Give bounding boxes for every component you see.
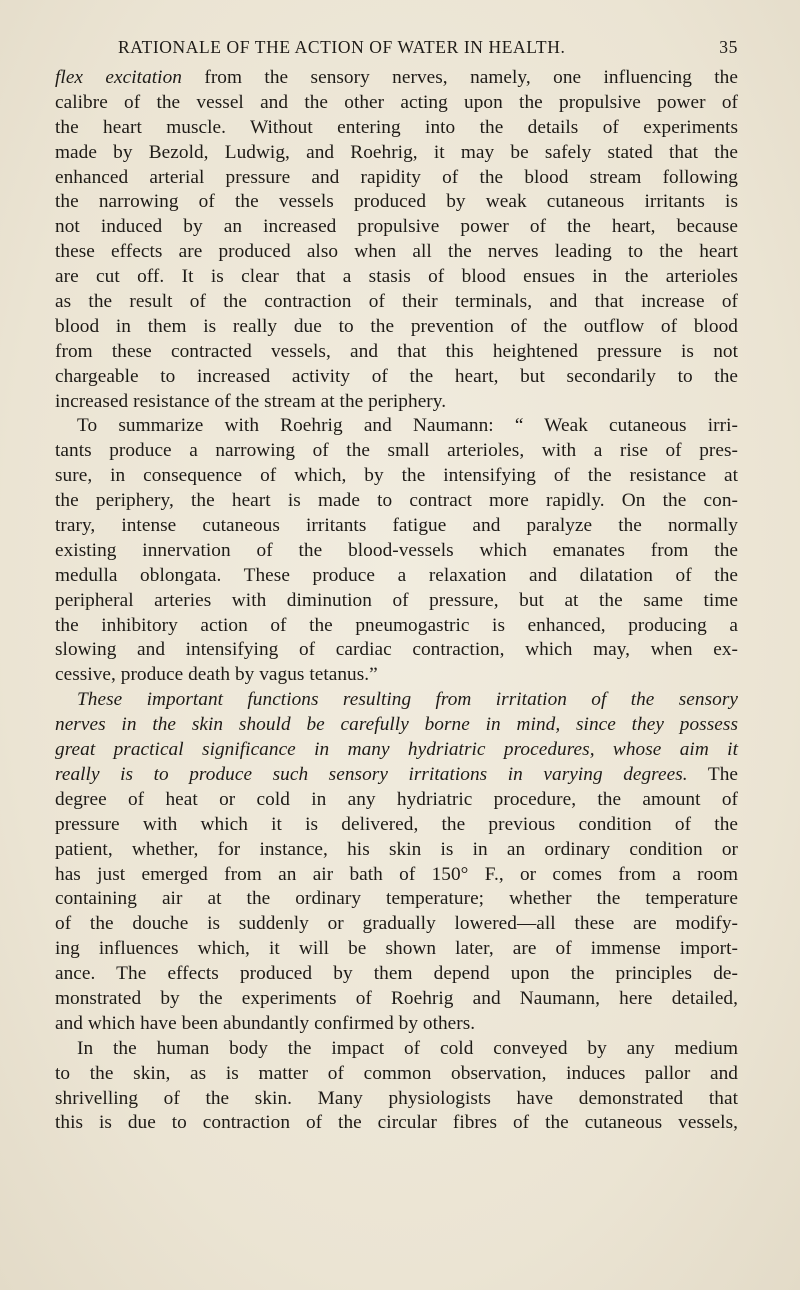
text-line xyxy=(55,439,738,464)
text-run: the narrowing of the vessels produced by weak cutaneous irritants is xyxy=(55,191,738,213)
text-line xyxy=(55,838,738,863)
text-run: not induced by an increased propulsive power of the heart, because xyxy=(55,216,738,238)
italic-text: These important functions resulting from irritation of the sensory xyxy=(77,689,738,711)
text-line xyxy=(55,688,738,713)
italic-text: flex excitation xyxy=(55,67,182,88)
text-line xyxy=(55,887,738,912)
text-run: peripheral arteries with diminution of pressure, but at the same time xyxy=(55,589,738,611)
text-run: enhanced arterial pressure and rapidity of the blood stream following xyxy=(55,166,738,188)
body-text xyxy=(55,66,738,1136)
text-run: ance. The effects produced by them depend upon the principles de- xyxy=(55,963,738,985)
text-run: are cut off. It is clear that a stasis of blood ensues in the arterioles xyxy=(55,266,738,288)
text-line xyxy=(55,1087,738,1112)
text-run: monstrated by the experiments of Roehrig and Naumann, here detailed, xyxy=(55,987,738,1009)
text-line xyxy=(55,813,738,838)
text-run: the inhibitory action of the pneumogastric is enhanced, producing a xyxy=(55,614,738,636)
text-line xyxy=(55,190,738,215)
text-run: To summarize with Roehrig and Naumann: “ Weak cutaneous irri- xyxy=(77,415,738,437)
text-run: from the sensory nerves, namely, one influencing the xyxy=(181,67,738,88)
italic-text: really is to produce such sensory irritations in varying degrees. xyxy=(55,763,688,785)
text-line xyxy=(55,638,738,663)
text-run: the periphery, the heart is made to contract more rapidly. On the con- xyxy=(55,490,738,512)
text-line xyxy=(55,166,738,191)
text-run: sure, in consequence of which, by the intensifying of the resistance at xyxy=(55,465,738,487)
text-run: the heart muscle. Without entering into the details of experiments xyxy=(55,116,738,138)
text-line xyxy=(55,464,738,489)
text-run: shrivelling of the skin. Many physiologists have demonstrated that xyxy=(55,1087,738,1109)
text-run: containing air at the ordinary temperature; whether the temperature xyxy=(55,888,738,910)
text-line xyxy=(55,240,738,265)
text-run: degree of heat or cold in any hydriatric procedure, the amount of xyxy=(55,788,738,810)
text-run: trary, intense cutaneous irritants fatigue and paralyze the normally xyxy=(55,515,738,537)
text-line xyxy=(55,489,738,514)
text-line xyxy=(55,91,738,116)
text-run: made by Bezold, Ludwig, and Roehrig, it may be safely stated that the xyxy=(55,141,738,163)
italic-text: great practical significance in many hydriatric procedures, whose aim it xyxy=(55,739,738,761)
text-line xyxy=(55,738,738,763)
text-run: these effects are produced also when all the nerves leading to the heart xyxy=(55,241,738,263)
text-line xyxy=(55,663,738,688)
text-run: cessive, produce death by vagus tetanus.” xyxy=(55,664,378,686)
text-run: slowing and intensifying of cardiac contraction, which may, when ex- xyxy=(55,639,738,661)
page-number: 35 xyxy=(719,37,738,57)
text-line xyxy=(55,1062,738,1087)
text-line xyxy=(55,937,738,962)
text-line xyxy=(55,788,738,813)
text-line xyxy=(55,564,738,589)
text-run: existing innervation of the blood-vessels which emanates from the xyxy=(55,539,738,561)
text-run: to the skin, as is matter of common observation, induces pallor and xyxy=(55,1062,738,1084)
text-run: this is due to contraction of the circular fibres of the cutaneous vessels, xyxy=(55,1112,738,1134)
text-run: increased resistance of the stream at the periphery. xyxy=(55,390,447,412)
text-run: chargeable to increased activity of the heart, but secondarily to the xyxy=(55,365,738,387)
text-run: The xyxy=(687,763,738,785)
text-run: In the human body the impact of cold conveyed by any medium xyxy=(77,1037,738,1059)
text-run: from these contracted vessels, and that this heightened pressure is not xyxy=(55,340,738,362)
text-line xyxy=(55,290,738,315)
text-run: and which have been abundantly confirmed by others. xyxy=(55,1012,476,1034)
text-run: medulla oblongata. These produce a relaxation and dilatation of the xyxy=(55,564,738,586)
text-run: blood in them is really due to the prevention of the outflow of blood xyxy=(55,315,738,337)
text-run: tants produce a narrowing of the small arterioles, with a rise of pres- xyxy=(55,440,738,462)
text-line xyxy=(55,614,738,639)
text-line xyxy=(55,1012,738,1037)
text-line xyxy=(55,514,738,539)
text-line xyxy=(55,141,738,166)
running-head xyxy=(118,37,738,61)
running-title: RATIONALE OF THE ACTION OF WATER IN HEALTH. xyxy=(118,37,566,57)
text-line xyxy=(55,66,738,91)
text-line xyxy=(55,589,738,614)
text-line xyxy=(55,1037,738,1062)
text-run: patient, whether, for instance, his skin is in an ordinary condition or xyxy=(55,838,738,860)
text-line xyxy=(55,340,738,365)
italic-text: nerves in the skin should be carefully borne in mind, since they possess xyxy=(55,714,738,736)
text-run: ing influences which, it will be shown later, are of immense import- xyxy=(55,938,738,960)
text-run: of the douche is suddenly or gradually lowered—all these are modify- xyxy=(55,913,738,935)
text-line xyxy=(55,365,738,390)
text-line xyxy=(55,962,738,987)
text-run: pressure with which it is delivered, the previous condition of the xyxy=(55,813,738,835)
text-line xyxy=(55,390,738,415)
text-line xyxy=(55,315,738,340)
text-line xyxy=(55,987,738,1012)
text-line xyxy=(55,215,738,240)
text-line xyxy=(55,116,738,141)
text-line xyxy=(55,414,738,439)
text-run: has just emerged from an air bath of 150° F., or comes from a room xyxy=(55,863,738,885)
text-line xyxy=(55,912,738,937)
text-line xyxy=(55,539,738,564)
text-line xyxy=(55,265,738,290)
text-line xyxy=(55,1111,738,1136)
text-line xyxy=(55,713,738,738)
text-line xyxy=(55,763,738,788)
text-run: calibre of the vessel and the other acting upon the propulsive power of xyxy=(55,91,738,113)
text-run: as the result of the contraction of their terminals, and that increase of xyxy=(55,291,738,313)
text-line xyxy=(55,863,738,888)
